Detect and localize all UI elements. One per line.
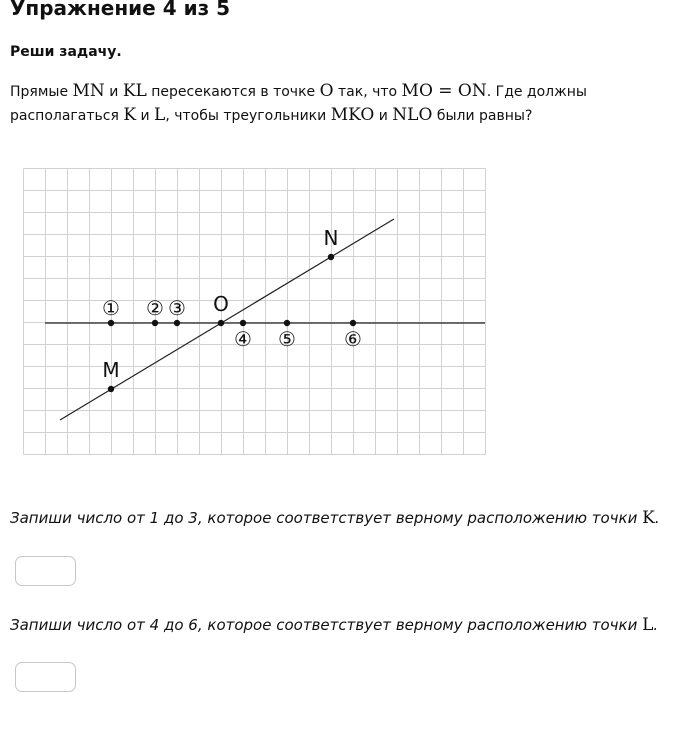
math-o: O <box>319 81 334 101</box>
marker-1: ① <box>102 296 120 320</box>
marker-6: ⑥ <box>344 327 362 351</box>
marker-point-5 <box>284 320 290 326</box>
marker-3: ③ <box>168 296 186 320</box>
label-n: N <box>323 226 339 250</box>
marker-5: ⑤ <box>278 327 296 351</box>
marker-point-1 <box>108 320 114 326</box>
math-mn: MN <box>72 81 105 101</box>
math-l-question: L <box>642 615 654 635</box>
question-l <box>10 615 658 635</box>
answer-l-input[interactable] <box>15 662 76 692</box>
label-o: O <box>213 292 229 316</box>
problem-text-part: , чтобы треугольники <box>165 108 331 124</box>
geometry-figure <box>23 168 507 456</box>
grid <box>24 169 486 455</box>
marker-point-3 <box>174 320 180 326</box>
problem-text-part: были равны? <box>432 108 533 124</box>
problem-text-part: пересекаются в точке <box>146 84 320 100</box>
point-n <box>328 254 334 260</box>
problem-text-part: . Где должны располагаться <box>10 84 587 124</box>
label-m: M <box>102 358 120 382</box>
page-title: Упражнение 4 из 5 <box>10 0 231 20</box>
math-nlo: NLO <box>392 105 433 125</box>
math-mo-eq-on: MO = ON <box>401 81 487 101</box>
question-l-text: Запиши число от 4 до 6, которое соответствует верному расположению точки <box>10 616 643 634</box>
math-mko: MKO <box>330 105 375 125</box>
problem-text-part: и <box>374 108 393 124</box>
question-k-suffix: . <box>654 509 660 527</box>
problem-text-part: и <box>136 108 155 124</box>
math-l: L <box>154 105 166 125</box>
marker-point-4 <box>240 320 246 326</box>
point-m <box>108 386 114 392</box>
marker-4: ④ <box>234 327 252 351</box>
answer-k-input[interactable] <box>15 556 76 586</box>
point-o <box>218 320 224 326</box>
marker-point-6 <box>350 320 356 326</box>
task-instruction: Реши задачу. <box>10 44 122 60</box>
problem-text <box>10 80 676 128</box>
problem-text-part: Прямые <box>10 84 73 100</box>
marker-point-2 <box>152 320 158 326</box>
question-k-text: Запиши число от 1 до 3, которое соответствует верному расположению точки <box>10 509 643 527</box>
problem-text-part: так, что <box>333 84 402 100</box>
problem-text-part: и <box>104 84 123 100</box>
question-l-suffix: . <box>653 616 659 634</box>
marker-2: ② <box>146 296 164 320</box>
math-k-question: K <box>642 508 655 528</box>
question-k <box>10 508 660 528</box>
math-k: K <box>123 105 137 125</box>
math-kl: KL <box>122 81 147 101</box>
